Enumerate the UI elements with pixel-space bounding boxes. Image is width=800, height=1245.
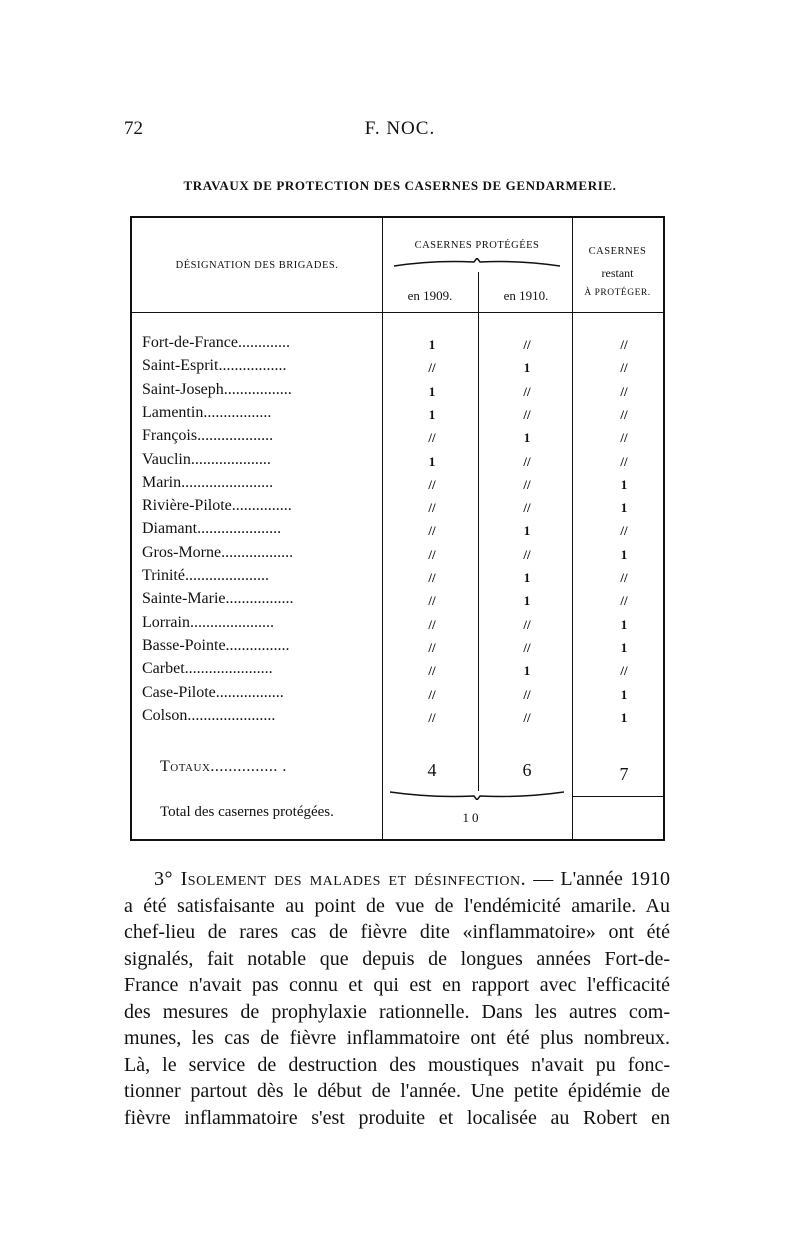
- table-title: TRAVAUX DE PROTECTION DES CASERNES DE GENDARMERIE.: [183, 178, 617, 193]
- cell-remaining: 1: [620, 639, 628, 655]
- brigade-name: Lorrain.....................: [142, 613, 274, 631]
- cell-1910: 1: [523, 430, 531, 446]
- table-row: [132, 567, 663, 590]
- table-row: [132, 357, 663, 380]
- cell-1909: //: [428, 500, 436, 516]
- gendarmerie-table: [130, 216, 665, 841]
- brigade-name: Saint-Esprit.................: [142, 357, 287, 375]
- brigade-name: François...................: [142, 427, 274, 445]
- cell-1909: //: [428, 430, 436, 446]
- cell-1910: 1: [523, 360, 531, 376]
- running-head: F. NOC.: [364, 118, 436, 139]
- brigade-name: Colson......................: [142, 706, 276, 724]
- cell-remaining: //: [620, 383, 628, 399]
- cell-1910: //: [523, 686, 531, 702]
- header-remaining-2: restant: [601, 266, 634, 280]
- cell-1909: //: [428, 593, 436, 609]
- cell-remaining: //: [620, 360, 628, 376]
- brigade-name: Trinité.....................: [142, 567, 269, 584]
- table-row: [132, 497, 663, 520]
- cell-remaining: 1: [620, 500, 628, 516]
- cell-1910: 1: [523, 593, 531, 609]
- paragraph-line: Là, le service de destruction des moustiques n'avait pu fonc-: [124, 1053, 670, 1076]
- section-heading: 3° Isolement des malades et désinfection.: [154, 868, 527, 890]
- cell-1909: //: [428, 709, 436, 725]
- paragraph-line: chef-lieu de rares cas de fièvre dite «inflammatoire» ont été: [124, 921, 670, 943]
- brigade-name: Rivière-Pilote...............: [142, 497, 292, 515]
- total-protected-row: [132, 804, 663, 827]
- cell-1909: //: [428, 360, 436, 376]
- cell-remaining: //: [620, 523, 628, 539]
- cell-1910: 1: [523, 570, 531, 585]
- total-protected-label: Total des casernes protégées.: [160, 804, 334, 820]
- cell-remaining: //: [620, 453, 628, 469]
- totals-rest: 7: [619, 764, 629, 784]
- cell-1909: 1: [428, 406, 436, 422]
- table-row: [132, 660, 663, 683]
- cell-1910: //: [523, 500, 531, 516]
- cell-remaining: //: [620, 570, 628, 585]
- totals-1910: 6: [522, 760, 532, 780]
- cell-remaining: //: [620, 663, 628, 679]
- table-row: [132, 427, 663, 450]
- table-row: [132, 451, 663, 474]
- table-row: [132, 590, 663, 613]
- totals-1909: 4: [427, 760, 437, 780]
- totals-row: [132, 758, 663, 784]
- cell-1909: //: [428, 476, 436, 492]
- cell-1910: //: [523, 406, 531, 422]
- cell-1909: //: [428, 523, 436, 539]
- table-row: [132, 544, 663, 567]
- cell-1910: //: [523, 453, 531, 469]
- cell-1909: //: [428, 570, 436, 585]
- totals-label: Totaux............... .: [160, 758, 287, 775]
- totals-rule: [572, 796, 663, 797]
- table-row: [132, 707, 663, 730]
- paragraph-line: signalés, fait notable que depuis de longues années Fort-de-: [124, 947, 670, 970]
- cell-1910: //: [523, 709, 531, 725]
- cell-remaining: 1: [620, 709, 628, 725]
- brigade-name: Basse-Pointe................: [142, 636, 290, 654]
- cell-1909: //: [428, 639, 436, 655]
- cell-1909: 1: [428, 337, 436, 352]
- paragraph-line: des mesures de prophylaxie rationnelle. Dans les autres com-: [124, 1000, 670, 1023]
- header-remaining-3: À PROTÉGER.: [584, 288, 651, 298]
- cell-remaining: //: [620, 406, 628, 422]
- cell-1910: //: [523, 546, 531, 562]
- table-row: [132, 520, 663, 543]
- paragraph-line: 3° Isolement des malades et désinfection. — L'année 1910: [154, 868, 671, 890]
- total-protected-value: 10: [462, 810, 482, 825]
- header-rule: [132, 312, 663, 313]
- brigade-name: Carbet......................: [142, 660, 273, 678]
- paragraph-line: France n'avait pas connu et qui est en rapport avec l'efficacité: [124, 974, 670, 996]
- cell-remaining: 1: [620, 616, 628, 632]
- paragraph-line: tionner partout dès le début de l'année. Une petite épidémie de: [124, 1080, 670, 1102]
- brigade-name: Sainte-Marie.................: [142, 590, 294, 608]
- cell-1910: //: [523, 476, 531, 492]
- brigade-name: Gros-Morne..................: [142, 543, 294, 561]
- brace-icon: [394, 258, 560, 268]
- cell-remaining: 1: [620, 476, 628, 492]
- body-paragraph: [124, 866, 670, 1131]
- cell-1910: //: [523, 616, 531, 632]
- paragraph-line: fièvre inflammatoire s'est produite et localisée au Robert en: [124, 1106, 670, 1129]
- cell-1910: //: [523, 337, 531, 352]
- cell-remaining: 1: [620, 686, 628, 702]
- brigade-name: Vauclin....................: [142, 450, 271, 468]
- header-protected: CASERNES PROTÉGÉES: [414, 240, 540, 251]
- brigade-name: Saint-Joseph.................: [142, 380, 292, 398]
- paragraph-line: munes, les cas de fièvre inflammatoire ont été plus nombreux.: [124, 1027, 670, 1049]
- brace-icon: [390, 790, 564, 800]
- header-1909: en 1909.: [407, 288, 453, 303]
- table-row: [132, 684, 663, 707]
- table-row: [132, 474, 663, 497]
- header-1910: en 1910.: [503, 288, 549, 303]
- cell-1909: 1: [428, 453, 436, 469]
- cell-1910: //: [523, 383, 531, 399]
- table-row: [132, 334, 663, 357]
- brigade-name: Diamant.....................: [142, 520, 282, 538]
- cell-1909: //: [428, 616, 436, 632]
- brigade-name: Fort-de-France.............: [142, 334, 290, 351]
- cell-remaining: //: [620, 337, 628, 352]
- header-remaining-1: CASERNES: [588, 246, 647, 257]
- brigade-name: Marin.......................: [142, 473, 274, 491]
- brigade-name: Lamentin.................: [142, 403, 272, 421]
- cell-remaining: //: [620, 593, 628, 609]
- cell-1909: //: [428, 686, 436, 702]
- cell-1909: //: [428, 663, 436, 679]
- table-row: [132, 381, 663, 404]
- cell-1910: 1: [523, 523, 531, 539]
- brigade-name: Case-Pilote.................: [142, 683, 284, 701]
- table-row: [132, 404, 663, 427]
- table-row: [132, 637, 663, 660]
- cell-1909: //: [428, 546, 436, 562]
- cell-1910: //: [523, 639, 531, 655]
- cell-1909: 1: [428, 383, 436, 399]
- cell-remaining: 1: [620, 546, 628, 562]
- header-designation: DÉSIGNATION DES BRIGADES.: [175, 260, 339, 271]
- paragraph-line: a été satisfaisante au point de vue de l'endémicité amarile. Au: [124, 894, 670, 917]
- page-number: 72: [124, 118, 143, 139]
- cell-1910: 1: [523, 663, 531, 679]
- cell-remaining: //: [620, 430, 628, 446]
- table-row: [132, 614, 663, 637]
